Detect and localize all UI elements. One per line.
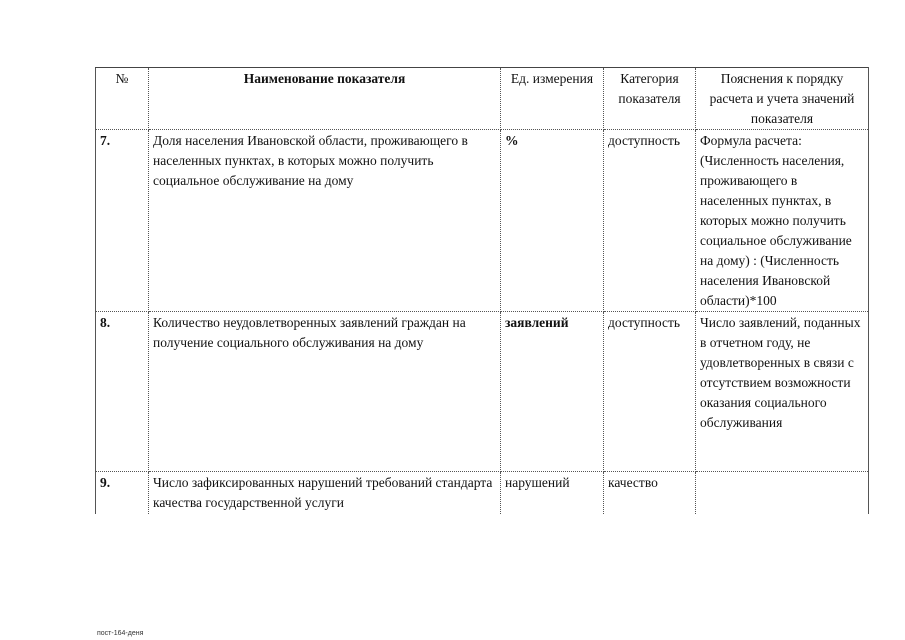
row-number: 8.: [96, 312, 149, 472]
footer-note: пост-164-деня: [97, 630, 144, 637]
row-unit: нарушений: [501, 472, 604, 514]
row-unit: %: [501, 130, 604, 312]
table-row: [96, 312, 869, 472]
row-number: 7.: [96, 130, 149, 312]
row-number: 9.: [96, 472, 149, 514]
row-name: Число зафиксированных нарушений требований стандарта качества государственной услуги: [149, 472, 501, 514]
row-category: доступность: [604, 312, 696, 472]
header-number: №: [96, 68, 149, 130]
row-name: Доля населения Ивановской области, проживающего в населенных пунктах, в которых можно получить социальное обслуживание на дому: [149, 130, 501, 312]
row-unit: заявлений: [501, 312, 604, 472]
row-explanation: Число заявлений, поданных в отчетном году, не удовлетворенных в связи с отсутствием возможности оказания социального обслуживания: [696, 312, 869, 472]
header-explanation: Пояснения к порядку расчета и учета значений показателя: [696, 68, 869, 130]
table-header-row: [96, 68, 869, 130]
row-category: качество: [604, 472, 696, 514]
header-category: Категория показателя: [604, 68, 696, 130]
header-name: Наименование показателя: [149, 68, 501, 130]
row-category: доступность: [604, 130, 696, 312]
table-row: [96, 472, 869, 514]
row-name: Количество неудовлетворенных заявлений граждан на получение социального обслуживания на дому: [149, 312, 501, 472]
row-explanation: [696, 472, 869, 514]
table-row: [96, 130, 869, 312]
indicators-table: [95, 67, 869, 514]
row-explanation: Формула расчета: (Численность населения, проживающего в населенных пунктах, в которых можно получить социальное обслуживание на дому) : (Численность населения Ивановской области)*100: [696, 130, 869, 312]
header-unit: Ед. измерения: [501, 68, 604, 130]
